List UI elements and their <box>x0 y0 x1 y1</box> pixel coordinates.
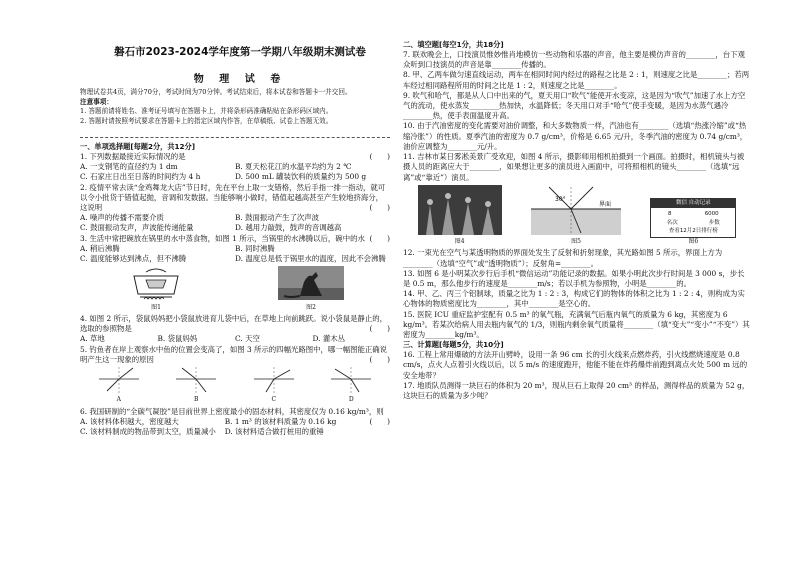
light-path-figure <box>176 367 216 405</box>
figure-4-caption: 图4 <box>454 238 465 246</box>
steps-value: 6000 <box>704 211 719 218</box>
rank-label: 名次 <box>666 219 678 226</box>
question-13: 13. 如图 6 是小明某次步行后手机“微信运动”功能记录的数据。如果小明此次步行时间是 3 000 s，步长是 0.5 m，那么他步行的速度是________m/s；若以手机为参照物，小明是________的。 <box>403 268 745 288</box>
figure-6-caption: 图6 <box>688 238 699 246</box>
figure-2-caption: 图2 <box>306 303 316 311</box>
question-6-options <box>80 417 369 437</box>
figure-1 <box>126 266 186 312</box>
screen-labels <box>651 220 735 228</box>
subject-title: 物 理 试 卷 <box>193 74 287 85</box>
answer-paren: ( ) <box>369 233 390 243</box>
answer-paren: ( ) <box>369 324 390 334</box>
question-4 <box>80 314 390 334</box>
instructions-item-1: 1. 答题前请将姓名、准考证号填写在答题卡上，并将条形码准确粘贴在条形码区域内。 <box>80 107 333 116</box>
light-path-figure <box>99 367 139 405</box>
question-9: 9. 吹气和哈气，都是从人口中出来的气，夏天用口“吹气”能使开水变凉，这是因为“吹气”加速了水上方空气的流动，使水蒸发________热加快，水温降低；冬天用口对手“哈气”使手变暖，是因为水蒸气遇冷________热，使手表面温度升高。 <box>403 90 746 121</box>
option: A. 该材料体积越大，密度越大 <box>80 416 179 426</box>
question-1 <box>80 152 390 162</box>
divider <box>80 137 390 138</box>
answer-paren: ( ) <box>369 151 390 161</box>
question-3-options <box>80 244 390 264</box>
question-5-figures <box>80 367 390 405</box>
option: D. 该材料适合做打桩用的重锤 <box>224 426 324 436</box>
figure-2 <box>278 266 344 312</box>
option-label: C <box>271 396 277 404</box>
option-label: B <box>194 396 199 404</box>
question-17: 17. 地质队员测得一块巨石的体积为 20 m³，现从巨石上取得 20 cm³ 的样品，测得样品的质量为 52 g，这块巨石的质量为多少吨？ <box>403 380 750 401</box>
section-heading-2: 二、填空题[每空1分，共18分] <box>403 40 504 49</box>
question-2 <box>80 183 390 214</box>
screen-header: 微信 自动记录 <box>651 199 735 209</box>
option: D. 500 mL 罐装饮料的质量约为 500 g <box>235 172 367 182</box>
rank-value: 8 <box>667 211 672 218</box>
option: A. 噪声的传播不需要介质 <box>80 213 164 223</box>
light-path-diagram <box>99 367 139 393</box>
option: B. 1 m³ 的该材料质量为 0.16 kg <box>224 416 337 426</box>
figure-1-caption: 图1 <box>151 303 161 311</box>
option: B. 鼓面振动产生了次声波 <box>235 213 320 223</box>
figure-5-caption: 图5 <box>571 238 581 246</box>
kangaroo-photo <box>278 266 344 300</box>
section-heading-3: 三、计算题[每题5分，共10分] <box>403 340 504 350</box>
figures-4-5-6 <box>403 185 751 247</box>
figure-5 <box>531 185 621 247</box>
question-5 <box>80 345 390 365</box>
question-1-text: 1. 下列数据最接近实际情况的是 <box>80 151 186 161</box>
screen-values <box>651 208 735 220</box>
question-12: 12. 一束光在空气与某透明物质的界面处发生了反射和折射现象，其光路如图 5 所示，界面上方为________（选填“空气”或“透明物质”）；反射角=________。 <box>403 248 723 268</box>
option: C. 该材料制成的物品带到太空，质量减小 <box>80 426 216 436</box>
option: C. 温度能够达到沸点，但不沸腾 <box>80 254 187 264</box>
question-3-text: 3. 生活中常把碗放在锅里的水中蒸食物，如图 1 所示，当锅里的水沸腾以后，碗中的水 <box>80 233 365 243</box>
performers-photo <box>418 185 502 235</box>
option: B. 同时沸腾 <box>235 243 275 253</box>
light-path-diagram <box>254 367 294 393</box>
option: C. 石家庄日出至日落的时间约为 4 h <box>80 172 201 182</box>
question-2-options <box>80 213 390 233</box>
answer-paren: ( ) <box>369 416 390 426</box>
interface-label: 界面 <box>598 200 611 208</box>
answer-paren: ( ) <box>369 354 390 364</box>
option: C. 鼓面振动发声，声波能传递能量 <box>80 223 194 233</box>
light-path-diagram <box>331 367 371 393</box>
question-6-text: 6. 我国研制的“全碳气凝胶”是目前世界上密度最小的固态材料，其密度仅为 0.16 kg/m³，则 <box>80 406 384 416</box>
option: A. 一支钢笔的直径约为 1 dm <box>80 162 178 172</box>
question-15: 15. 医院 ICU 重症监护室配有 0.5 m³ 的氧气瓶，充满氧气后瓶内氧气的质量为 6 kg，其密度为 6 kg/m³。若某次给病人用去瓶内氧气的 1/3，则瓶内剩余氧气质量将________（填“变大”“变小”“不变”）其密度为________kg/m³。 <box>403 309 750 340</box>
option: A. 稍后沸腾 <box>80 243 120 253</box>
instructions-line: 物理试卷共4页，满分70分，考试时间为70分钟。考试结束后，将本试卷和答题卡一并交回。 <box>80 88 352 96</box>
refraction-diagram <box>531 185 621 235</box>
right-column <box>403 40 751 401</box>
section-heading-1: 一、单项选择题[每题2分，共12分] <box>80 142 196 151</box>
screen-footer: 查看12月2日排行榜 <box>668 228 718 235</box>
figure-6 <box>650 198 736 247</box>
question-1-options <box>80 162 390 182</box>
option: B. 夏天松花江的水温平均约为 2 ℃ <box>235 162 352 172</box>
instructions-item-2: 2. 答题时请按照考试要求在答题卡上的指定区域内作答，在草稿纸、试卷上答题无效。 <box>80 116 333 125</box>
question-8: 8. 甲、乙两车做匀速直线运动，两车在相同时间内经过的路程之比是 2 : 1，则速度之比是________；若两车经过相同路程所用的时间之比是 1 : 2，则速度之比是________。 <box>403 70 750 90</box>
instructions-heading: 注意事项： <box>80 97 113 106</box>
question-14: 14. 甲、乙、丙三个铝制球，质量之比为 1 : 2 : 3，构成它们的物体的体积之比为 1 : 2 : 4，则构成为实心物体的物质密度比为________，其中________是空心的。 <box>403 289 745 309</box>
answer-paren: ( ) <box>369 203 390 213</box>
light-path-figure <box>331 367 371 405</box>
option-label: D <box>348 396 354 404</box>
steps-label: 步数 <box>708 219 720 226</box>
figure-4 <box>418 185 502 247</box>
figures-1-2 <box>80 266 390 312</box>
question-2-text: 2. 疫情平常去读“金鸡舞龙大店”节日时，先在平台上取一支错格，然后手指一排一指动，就可以令小批货于错值起抛，音调和发数据。当能够响小做时，错值起越高甚至产生较地挤海分，这说明 <box>80 182 386 213</box>
option: C. 天空 <box>235 334 260 344</box>
exam-title: 磐石市2023-2024学年度第一学期八年级期末测试卷 <box>114 46 366 58</box>
question-5-text: 5. 钓鱼者在岸上观察水中鱼的位置会变高了，如图 3 所示的四幅光路图中，哪一幅图能正确说明产生这一现象的原因 <box>80 344 388 364</box>
question-4-text: 4. 如图 2 所示，袋鼠妈妈把小袋鼠放进育儿袋中后，在草地上向前跳跃。说小袋鼠是静止的，选取的参照物是 <box>80 313 388 334</box>
left-column <box>80 142 390 437</box>
light-path-figure <box>254 367 294 405</box>
option: A. 草地 <box>80 334 105 344</box>
light-path-diagram <box>176 367 216 393</box>
question-3 <box>80 234 390 244</box>
pot-diagram <box>126 266 186 300</box>
instructions <box>80 88 390 126</box>
question-4-options <box>80 334 390 344</box>
option: D. 灌木丛 <box>312 334 346 344</box>
question-16: 16. 工程上常用爆破的方法开山劈岭，设用一条 96 cm 长的引火线来点燃炸药，引火线燃烧速度是 0.8 cm/s，点火人点着引火线以后，以 5 m/s 的速度跑开，他能不能在炸药爆炸前跑到离点火处 500 m 远的安全地带？ <box>403 350 748 380</box>
question-7: 7. 联欢晚会上，口技演员惟妙惟肖地模仿一些动物和乐器的声音，他主要是模仿声音的________，台下观众听到口技演员的声音是靠________传播的。 <box>403 49 745 70</box>
question-11: 11. 吉林市某日雾凇美景广受欢迎，如图 4 所示，摄影师用相机拍摄到一个画面。拍摄时，相机镜头与被摄人员的距离应大于________，如果想让更多的演员进入画面中，可将照相机的镜头________（选填“远离”或“靠近”）演员。 <box>403 152 745 182</box>
wechat-steps-screen <box>650 198 736 238</box>
option: D. 温度总是低于锅里水的温度，因此不会沸腾 <box>235 254 386 264</box>
option: D. 越用力敲鼓，鼓声的音调越高 <box>235 223 342 233</box>
option: B. 袋鼠妈妈 <box>157 334 198 344</box>
question-10: 10. 由于汽油密度的变化需要对油价调整，和大多数物质一样，汽油也有________（选填“热涨冷缩”或“热缩冷胀”）的性质。夏季汽油的密度为 0.7 g/cm³，价格是 6.65 元/升，冬季汽油的密度为 0.74 g/cm³，油价应调整为________元/升。 <box>403 121 748 151</box>
option-label: A <box>116 396 121 404</box>
angle-label: 30° <box>554 195 566 203</box>
